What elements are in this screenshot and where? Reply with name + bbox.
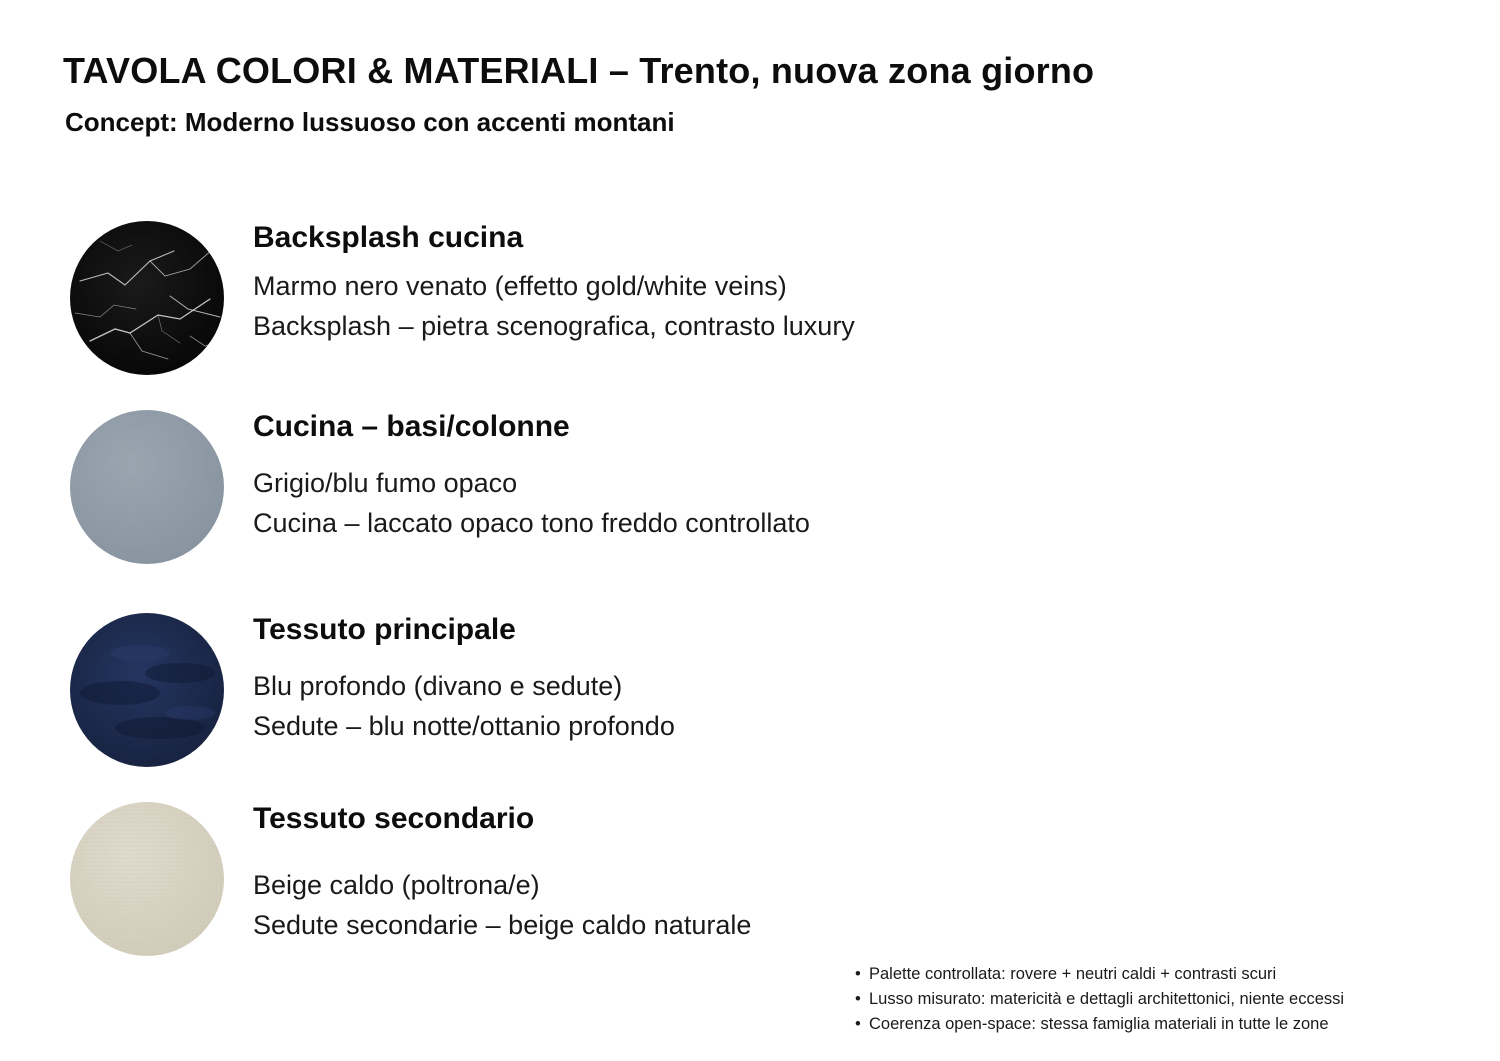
material-usage: Backsplash – pietra scenografica, contrasto luxury [253, 311, 855, 341]
grey-blue-lacquer-swatch [70, 410, 224, 564]
note-item: • Lusso misurato: matericità e dettagli architettonici, niente eccessi [855, 987, 1344, 1012]
note-item: • Palette controllata: rovere + neutri caldi + contrasti scuri [855, 962, 1344, 987]
material-usage: Sedute secondarie – beige caldo naturale [253, 910, 752, 940]
black-marble-swatch [70, 221, 224, 375]
warm-beige-linen-swatch [70, 802, 224, 956]
material-description: Grigio/blu fumo opaco [253, 468, 518, 498]
material-description: Blu profondo (divano e sedute) [253, 671, 623, 701]
material-item-backsplash [70, 221, 1170, 381]
deep-blue-velvet-swatch [70, 613, 224, 767]
material-description: Marmo nero venato (effetto gold/white veins) [253, 271, 787, 301]
material-title: Backsplash cucina [253, 221, 524, 254]
note-item: • Coerenza open-space: stessa famiglia materiali in tutte le zone [855, 1012, 1344, 1037]
page-subtitle: Concept: Moderno lussuoso con accenti montani [65, 107, 675, 137]
material-item-cucina [70, 410, 1170, 570]
notes-list [855, 962, 1344, 1037]
material-title: Tessuto principale [253, 613, 516, 646]
material-usage: Cucina – laccato opaco tono freddo controllato [253, 508, 810, 538]
material-description: Beige caldo (poltrona/e) [253, 870, 540, 900]
page-title: TAVOLA COLORI & MATERIALI – Trento, nuova zona giorno [63, 50, 1095, 91]
material-usage: Sedute – blu notte/ottanio profondo [253, 711, 675, 741]
material-title: Cucina – basi/colonne [253, 410, 570, 443]
material-item-tessuto-principale [70, 613, 1170, 773]
material-item-tessuto-secondario [70, 802, 1170, 962]
material-title: Tessuto secondario [253, 802, 535, 835]
